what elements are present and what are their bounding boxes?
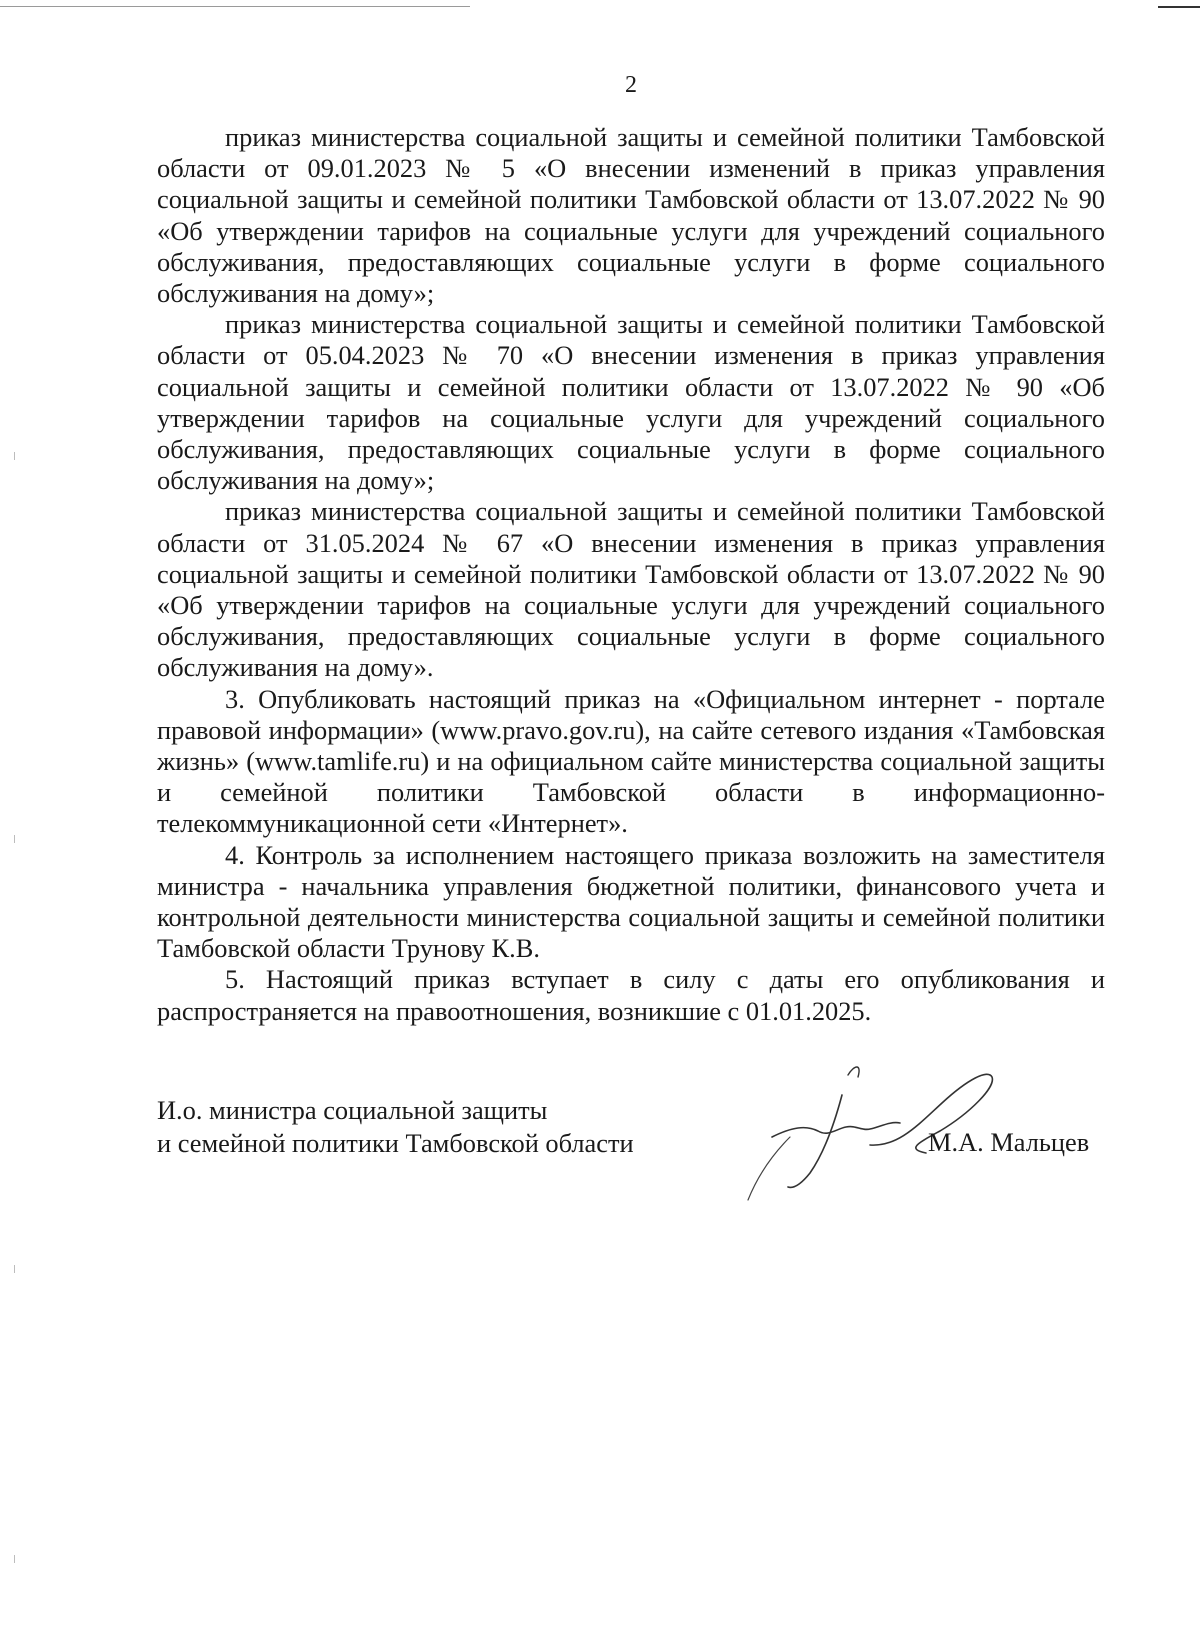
scan-edge-mark	[1158, 6, 1200, 8]
paragraph-item-4-control: 4. Контроль за исполнением настоящего приказа возложить на заместителя министра - начальника управления бюджетной политики, финансового учета и контрольной деятельности министерства социальной защиты и семейной политики Тамбовской области Трунову К.В.	[157, 839, 1105, 964]
scan-margin-mark	[14, 452, 15, 460]
signatory-title-line-2: и семейной политики Тамбовской области	[157, 1128, 634, 1158]
scan-margin-mark	[14, 1555, 15, 1563]
paragraph-order-2024-67: приказ министерства социальной защиты и семейной политики Тамбовской области от 31.05.2024 № 67 «О внесении изменения в приказ управления социальной защиты и семейной политики Тамбовской области от 13.07.2022 № 90 «Об утверждении тарифов на социальные услуги для учреждений социального обслуживания, предоставляющих социальные услуги в форме социального обслуживания на дому».	[157, 496, 1105, 683]
paragraph-item-5-effective: 5. Настоящий приказ вступает в силу с даты его опубликования и распространяется на правоотношения, возникшие с 01.01.2025.	[157, 964, 1105, 1026]
paragraph-order-2023-70: приказ министерства социальной защиты и семейной политики Тамбовской области от 05.04.2023 № 70 «О внесении изменения в приказ управления социальной защиты и семейной политики области от 13.07.2022 № 90 «Об утверждении тарифов на социальные услуги для учреждений социального обслуживания, предоставляющих социальные услуги в форме социального обслуживания на дому»;	[157, 309, 1105, 496]
paragraph-item-3-publish: 3. Опубликовать настоящий приказ на «Официальном интернет - портале правовой информации» (www.pravo.gov.ru), на сайте сетевого издания «Тамбовская жизнь» (www.tamlife.ru) и на официальном сайте министерства социальной защиты и семейной политики Тамбовской области в информационно-телекоммуникационной сети «Интернет».	[157, 683, 1105, 839]
signatory-title-line-1: И.о. министра социальной защиты	[157, 1095, 548, 1125]
scan-margin-mark	[14, 835, 15, 843]
page-number: 2	[625, 72, 637, 98]
scan-edge-line	[0, 6, 470, 7]
paragraph-order-2023-5: приказ министерства социальной защиты и семейной политики Тамбовской области от 09.01.2023 № 5 «О внесении изменений в приказ управления социальной защиты и семейной политики Тамбовской области от 13.07.2022 № 90 «Об утверждении тарифов на социальные услуги для учреждений социального обслуживания, предоставляющих социальные услуги в форме социального обслуживания на дому»;	[157, 122, 1105, 309]
signer-name: М.А. Мальцев	[928, 1127, 1090, 1157]
scan-margin-mark	[14, 1265, 15, 1273]
signatory-title	[157, 1094, 634, 1160]
document-body	[157, 122, 1105, 1027]
